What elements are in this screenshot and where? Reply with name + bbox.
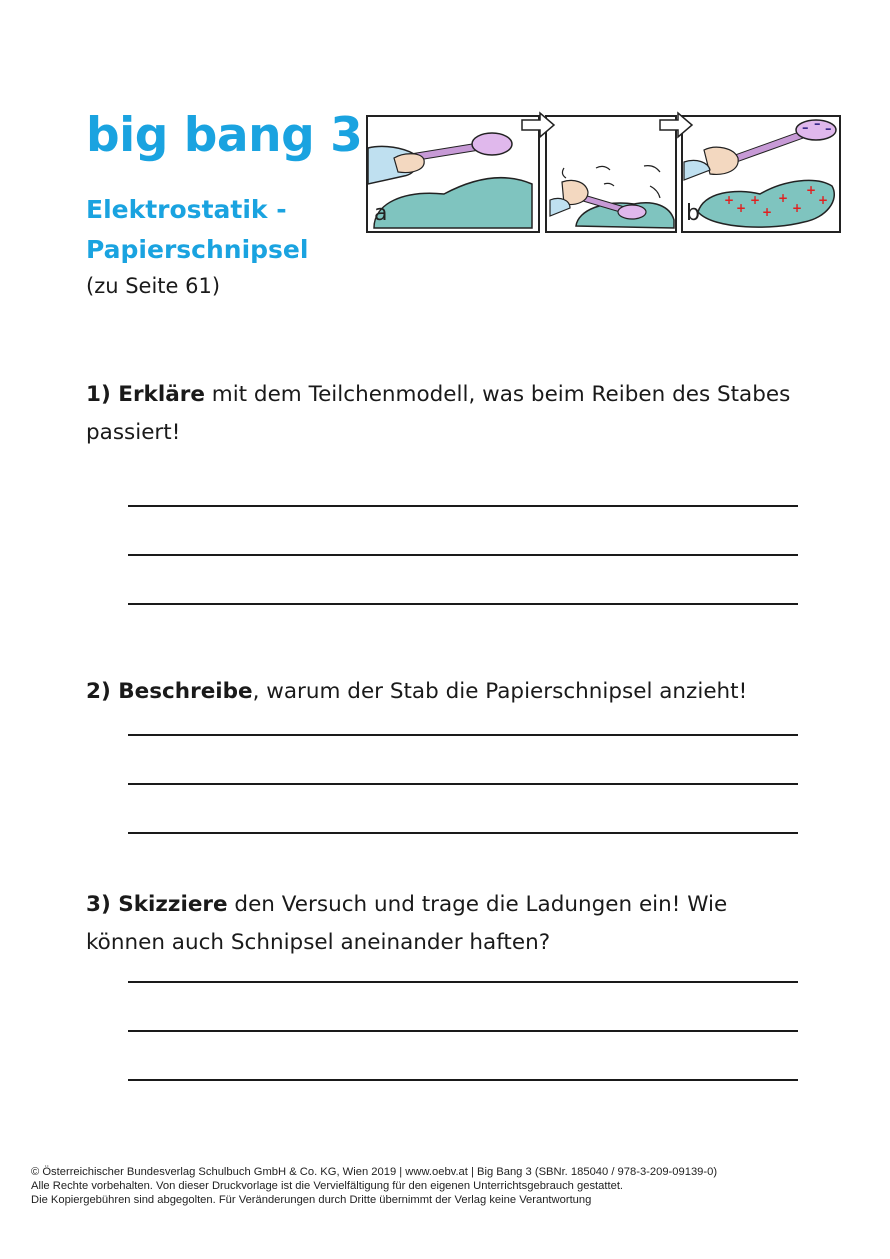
answer-line[interactable]	[128, 554, 798, 556]
question-2-text: , warum der Stab die Papierschnipsel anzieht!	[252, 679, 748, 704]
answer-line[interactable]	[128, 783, 798, 785]
answer-line[interactable]	[128, 1030, 798, 1032]
question-3-text: den Versuch und trage die Ladungen ein! Wie können auch Schnipsel aneinander haften?	[86, 892, 728, 955]
question-1	[86, 376, 806, 452]
question-1-keyword: 1) Erkläre	[86, 382, 205, 407]
answer-line[interactable]	[128, 1079, 798, 1081]
svg-text:+: +	[792, 201, 803, 215]
answer-line[interactable]	[128, 505, 798, 507]
footer-line-3: Die Kopiergebühren sind abgegolten. Für Veränderungen durch Dritte übernimmt der Verlag keine Verantwortung	[31, 1194, 592, 1206]
answer-line[interactable]	[128, 832, 798, 834]
answer-line[interactable]	[128, 603, 798, 605]
panel-label-a: a	[374, 201, 388, 226]
svg-text:+: +	[818, 193, 829, 207]
panel-label-b: b	[686, 201, 700, 226]
worksheet-subtitle: Elektrostatik - Papierschnipsel	[86, 195, 309, 264]
svg-text:–: –	[802, 121, 809, 136]
answer-line[interactable]	[128, 981, 798, 983]
answer-line[interactable]	[128, 734, 798, 736]
svg-text:+: +	[750, 193, 761, 207]
svg-text:+: +	[806, 183, 817, 197]
page-reference: (zu Seite 61)	[86, 274, 221, 298]
question-2	[86, 673, 806, 711]
question-3-keyword: 3) Skizziere	[86, 892, 228, 917]
electrostatics-illustration	[364, 108, 844, 238]
svg-text:–: –	[825, 122, 832, 137]
question-3	[86, 886, 806, 962]
copyright-footer	[31, 1165, 861, 1207]
footer-line-2: Alle Rechte vorbehalten. Von dieser Druckvorlage ist die Vervielfältigung für den eigenen Unterrichtsgebrauch gestattet.	[31, 1180, 624, 1192]
svg-text:+: +	[762, 205, 773, 219]
question-2-keyword: 2) Beschreibe	[86, 679, 253, 704]
svg-text:+: +	[778, 191, 789, 205]
question-1-text: mit dem Teilchenmodell, was beim Reiben des Stabes passiert!	[86, 382, 791, 445]
footer-line-1: © Österreichischer Bundesverlag Schulbuch GmbH & Co. KG, Wien 2019 | www.oebv.at | Big Bang 3 (SBNr. 185040 / 978-3-209-09139-0)	[31, 1166, 718, 1178]
svg-text:+: +	[724, 193, 735, 207]
svg-text:+: +	[736, 201, 747, 215]
svg-text:–: –	[814, 117, 821, 132]
worksheet-title: big bang 3	[86, 108, 363, 163]
